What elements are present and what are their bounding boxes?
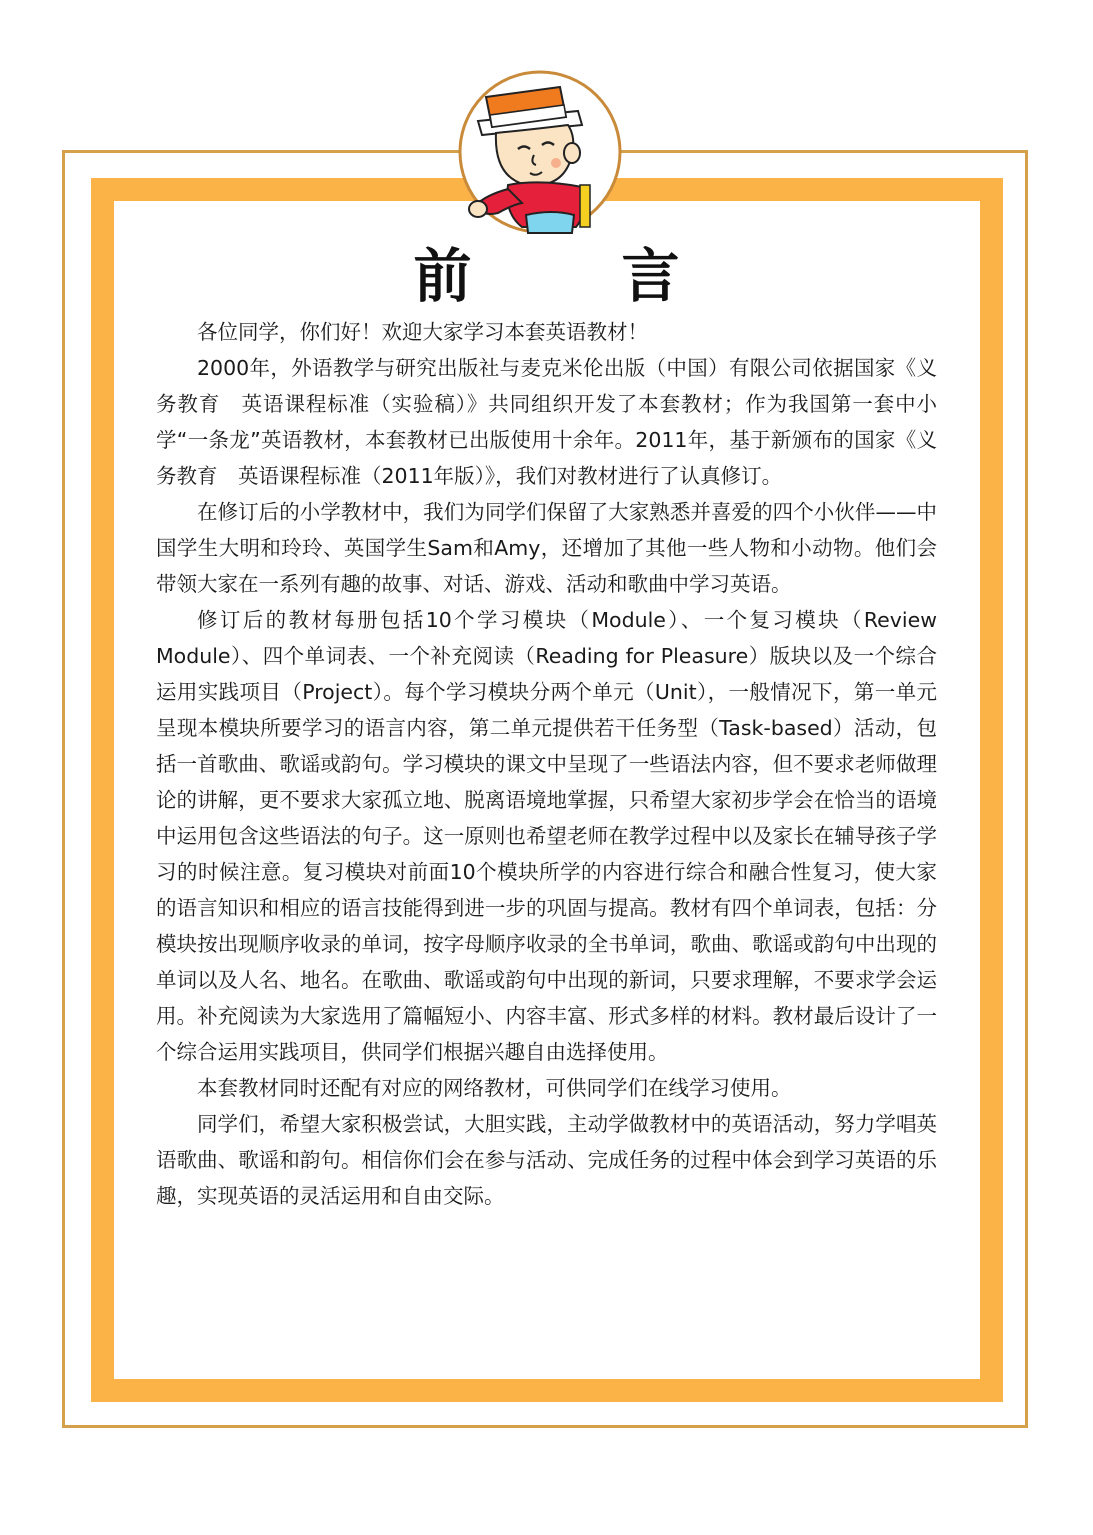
paragraph: 本套教材同时还配有对应的网络教材，可供同学们在线学习使用。 (197, 1076, 792, 1100)
paragraph: 修订后的教材每册包括10个学习模块（Module）、一个复习模块（Review Module）、四个单词表、一个补充阅读（Reading for Pleasure）版块以及一个综合运用实践项目（Project）。每个学习模块分两个单元（Unit），一般情况下，第一单元呈现本模块所要学习的语言内容，第二单元提供若干任务型（Task-based）活动，包括一首歌曲、歌谣或韵句。学习模块的课文中呈现了一些语法内容，但不要求老师做理论的讲解，更不要求大家孤立地、脱离语境地掌握，只希望大家初步学会在恰当的语境中运用包含这些语法的句子。这一原则也希望老师在教学过程中以及家长在辅导孩子学习的时候注意。复习模块对前面10个模块所学的内容进行综合和融合性复习，使大家的语言知识和相应的语言技能得到进一步的巩固与提高。教材有四个单词表，包括：分模块按出现顺序收录的单词，按字母顺序收录的全书单词，歌曲、歌谣或韵句中出现的单词以及人名、地名。在歌曲、歌谣或韵句中出现的新词，只要求理解，不要求学会运用。补充阅读为大家选用了篇幅短小、内容丰富、形式多样的材料。教材最后设计了一个综合运用实践项目，供同学们根据兴趣自由选择使用。 (156, 608, 937, 1064)
title-char-1: 前 (413, 242, 472, 310)
preface-body (156, 314, 937, 1214)
paragraph: 各位同学，你们好！欢迎大家学习本套英语教材！ (197, 320, 648, 344)
page-title (0, 240, 1093, 312)
boy-with-hat-icon (456, 67, 624, 237)
paragraph: 在修订后的小学教材中，我们为同学们保留了大家熟悉并喜爱的四个小伙伴——中国学生大明和玲玲、英国学生Sam和Amy，还增加了其他一些人物和小动物。他们会带领大家在一系列有趣的故事、对话、游戏、活动和歌曲中学习英语。 (156, 500, 937, 596)
paragraph: 同学们，希望大家积极尝试，大胆实践，主动学做教材中的英语活动，努力学唱英语歌曲、歌谣和韵句。相信你们会在参与活动、完成任务的过程中体会到学习英语的乐趣，实现英语的灵活运用和自由交际。 (156, 1112, 937, 1208)
paragraph: 2000年，外语教学与研究出版社与麦克米伦出版（中国）有限公司依据国家《义务教育 英语课程标准（实验稿）》共同组织开发了本套教材；作为我国第一套中小学“一条龙”英语教材，本套教材已出版使用十余年。2011年，基于新颁布的国家《义务教育 英语课程标准（2011年版）》，我们对教材进行了认真修订。 (156, 356, 937, 488)
title-char-2: 言 (621, 242, 680, 310)
